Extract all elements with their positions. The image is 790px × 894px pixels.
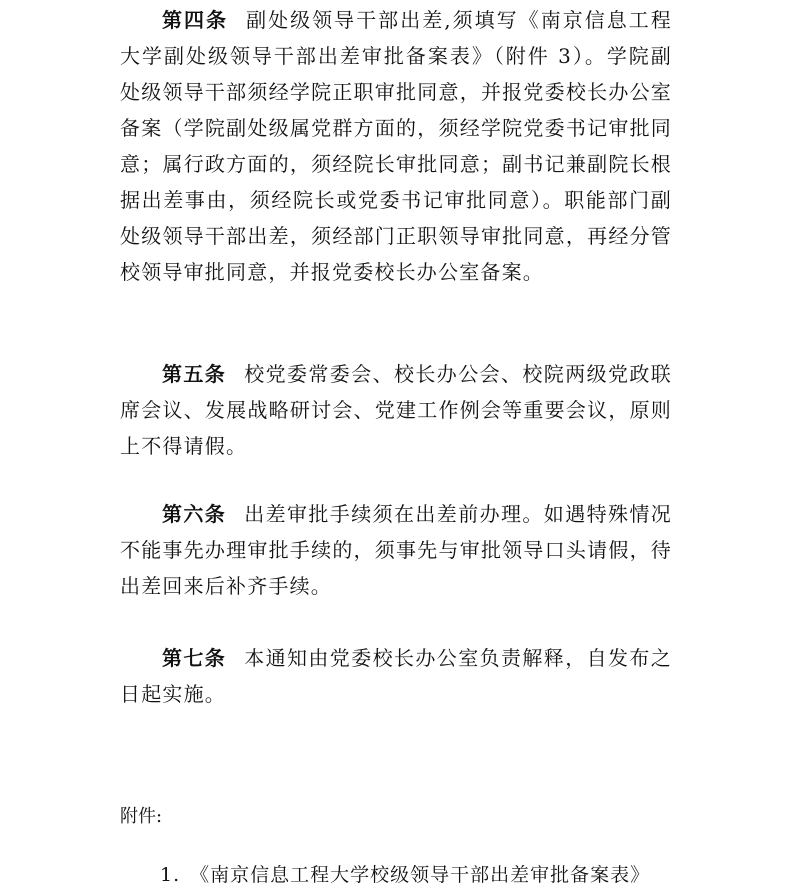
article-6	[120, 496, 672, 604]
attachment-item-1	[160, 860, 650, 890]
article-6-body: 出差审批手续须在出差前办理。如遇特殊情况不能事先办理审批手续的，须事先与审批领导口头请假，待出差回来后补齐手续。	[120, 502, 672, 598]
article-7	[120, 640, 672, 712]
article-7-body: 本通知由党委校长办公室负责解释，自发布之日起实施。	[120, 646, 672, 706]
article-5	[120, 356, 672, 464]
attachments-label: 附件:	[120, 806, 163, 827]
article-5-body: 校党委常委会、校长办公会、校院两级党政联席会议、发展战略研讨会、党建工作例会等重要会议，原则上不得请假。	[120, 362, 672, 458]
article-4-body: 副处级领导干部出差,须填写《南京信息工程大学副处级领导干部出差审批备案表》（附件 3）。学院副处级领导干部须经学院正职审批同意，并报党委校长办公室备案（学院副处级属党群方面的，须经学院党委书记审批同意；属行政方面的，须经院长审批同意；副书记兼副院长根据出差事由，须经院长或党委书记审批同意）。职能部门副处级领导干部出差，须经部门正职领导审批同意，再经分管校领导审批同意，并报党委校长办公室备案。	[120, 8, 672, 284]
attachment-item-number: 1.	[160, 864, 181, 886]
attachment-item-title: 《南京信息工程大学校级领导干部出差审批备案表》	[190, 864, 651, 886]
article-4-heading: 第四条	[162, 8, 229, 32]
article-5-heading: 第五条	[162, 362, 227, 386]
article-6-heading: 第六条	[162, 502, 227, 526]
article-4	[120, 2, 672, 290]
article-7-heading: 第七条	[162, 646, 227, 670]
